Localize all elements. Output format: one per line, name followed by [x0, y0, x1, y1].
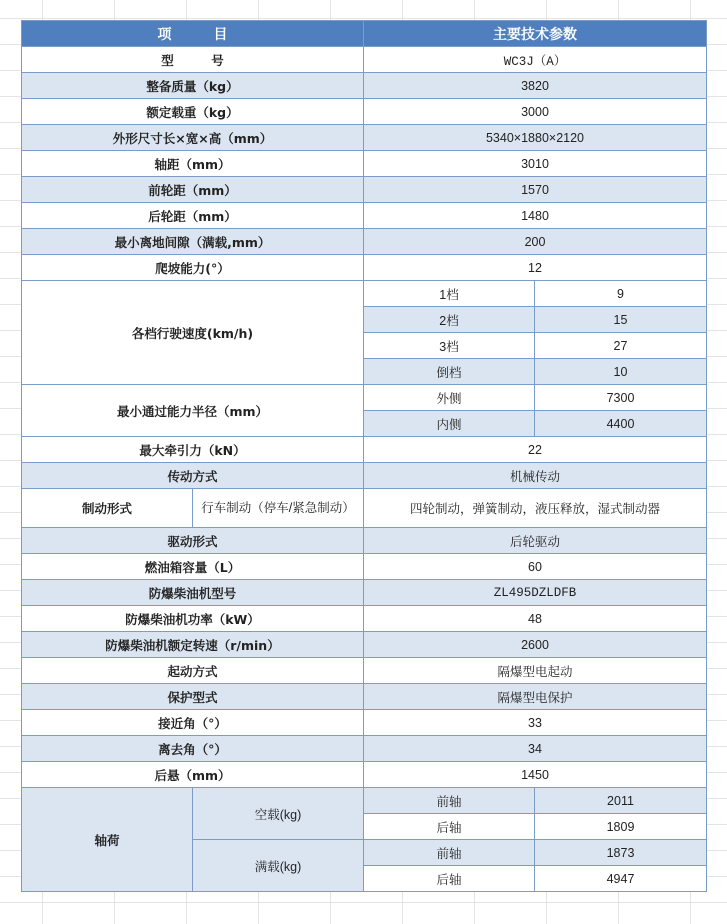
fuel-tank-value: 60	[364, 554, 707, 580]
clearance-label: 最小离地间隙（满载,mm）	[22, 229, 364, 255]
wheelbase-label: 轴距（mm）	[22, 151, 364, 177]
row-climb	[22, 255, 707, 281]
drive-label: 驱动形式	[22, 528, 364, 554]
drive-value: 后轮驱动	[364, 528, 707, 554]
header-item: 项 目	[22, 21, 364, 47]
rear-overhang-label: 后悬（mm）	[22, 762, 364, 788]
row-clearance	[22, 229, 707, 255]
traction-value: 22	[364, 437, 707, 463]
row-engine-model	[22, 580, 707, 606]
axle-full-label: 满载(kg)	[193, 840, 364, 892]
axle-load-label: 轴荷	[22, 788, 193, 892]
model-value: WC3J（A）	[364, 47, 707, 73]
row-axle-empty-front	[22, 788, 707, 814]
row-rear-track	[22, 203, 707, 229]
clearance-value: 200	[364, 229, 707, 255]
row-model	[22, 47, 707, 73]
row-start	[22, 658, 707, 684]
protection-value: 隔爆型电保护	[364, 684, 707, 710]
gear-name: 2档	[364, 307, 535, 333]
turn-radius-label: 最小通过能力半径（mm）	[22, 385, 364, 437]
row-engine-speed	[22, 632, 707, 658]
gear-name: 倒档	[364, 359, 535, 385]
departure-label: 离去角（°）	[22, 736, 364, 762]
traction-label: 最大牵引力（kN）	[22, 437, 364, 463]
gear-name: 1档	[364, 281, 535, 307]
rated-load-value: 3000	[364, 99, 707, 125]
engine-model-label: 防爆柴油机型号	[22, 580, 364, 606]
row-drive	[22, 528, 707, 554]
front-track-value: 1570	[364, 177, 707, 203]
engine-speed-label: 防爆柴油机额定转速（r/min）	[22, 632, 364, 658]
row-approach	[22, 710, 707, 736]
axle-name: 后轴	[364, 814, 535, 840]
brake-label: 制动形式	[22, 489, 193, 528]
axle-value: 2011	[535, 788, 707, 814]
spec-table	[21, 20, 707, 892]
approach-label: 接近角（°）	[22, 710, 364, 736]
axle-value: 4947	[535, 866, 707, 892]
row-departure	[22, 736, 707, 762]
axle-value: 1873	[535, 840, 707, 866]
gear-value: 15	[535, 307, 707, 333]
axle-name: 前轴	[364, 788, 535, 814]
row-rated-load	[22, 99, 707, 125]
row-gear-1	[22, 281, 707, 307]
transmission-value: 机械传动	[364, 463, 707, 489]
transmission-label: 传动方式	[22, 463, 364, 489]
row-brake	[22, 489, 707, 528]
header-row	[22, 21, 707, 47]
curb-mass-label: 整备质量（kg）	[22, 73, 364, 99]
gear-value: 10	[535, 359, 707, 385]
header-value: 主要技术参数	[364, 21, 707, 47]
row-transmission	[22, 463, 707, 489]
gear-speed-label: 各档行驶速度(km/h)	[22, 281, 364, 385]
row-curb-mass	[22, 73, 707, 99]
start-value: 隔爆型电起动	[364, 658, 707, 684]
turn-value: 7300	[535, 385, 707, 411]
row-front-track	[22, 177, 707, 203]
rear-overhang-value: 1450	[364, 762, 707, 788]
gear-name: 3档	[364, 333, 535, 359]
dimensions-label: 外形尺寸长×宽×高（mm）	[22, 125, 364, 151]
axle-empty-label: 空载(kg)	[193, 788, 364, 840]
brake-sub-label: 行车制动（停车/紧急制动）	[193, 489, 364, 528]
row-rear-overhang	[22, 762, 707, 788]
start-label: 起动方式	[22, 658, 364, 684]
axle-name: 后轴	[364, 866, 535, 892]
engine-speed-value: 2600	[364, 632, 707, 658]
fuel-tank-label: 燃油箱容量（L）	[22, 554, 364, 580]
brake-value: 四轮制动，弹簧制动，液压释放，湿式制动器	[364, 489, 707, 528]
row-dimensions	[22, 125, 707, 151]
rear-track-label: 后轮距（mm）	[22, 203, 364, 229]
engine-power-value: 48	[364, 606, 707, 632]
row-fuel-tank	[22, 554, 707, 580]
dimensions-value: 5340×1880×2120	[364, 125, 707, 151]
row-protection	[22, 684, 707, 710]
front-track-label: 前轮距（mm）	[22, 177, 364, 203]
row-wheelbase	[22, 151, 707, 177]
axle-value: 1809	[535, 814, 707, 840]
rear-track-value: 1480	[364, 203, 707, 229]
departure-value: 34	[364, 736, 707, 762]
wheelbase-value: 3010	[364, 151, 707, 177]
curb-mass-value: 3820	[364, 73, 707, 99]
row-turn-outer	[22, 385, 707, 411]
turn-side: 外侧	[364, 385, 535, 411]
axle-name: 前轴	[364, 840, 535, 866]
approach-value: 33	[364, 710, 707, 736]
gear-value: 9	[535, 281, 707, 307]
row-engine-power	[22, 606, 707, 632]
turn-side: 内侧	[364, 411, 535, 437]
protection-label: 保护型式	[22, 684, 364, 710]
gear-value: 27	[535, 333, 707, 359]
engine-power-label: 防爆柴油机功率（kW）	[22, 606, 364, 632]
row-traction	[22, 437, 707, 463]
turn-value: 4400	[535, 411, 707, 437]
climb-value: 12	[364, 255, 707, 281]
climb-label: 爬坡能力(°）	[22, 255, 364, 281]
model-label: 型 号	[22, 47, 364, 73]
rated-load-label: 额定载重（kg）	[22, 99, 364, 125]
engine-model-value: ZL495DZLDFB	[364, 580, 707, 606]
